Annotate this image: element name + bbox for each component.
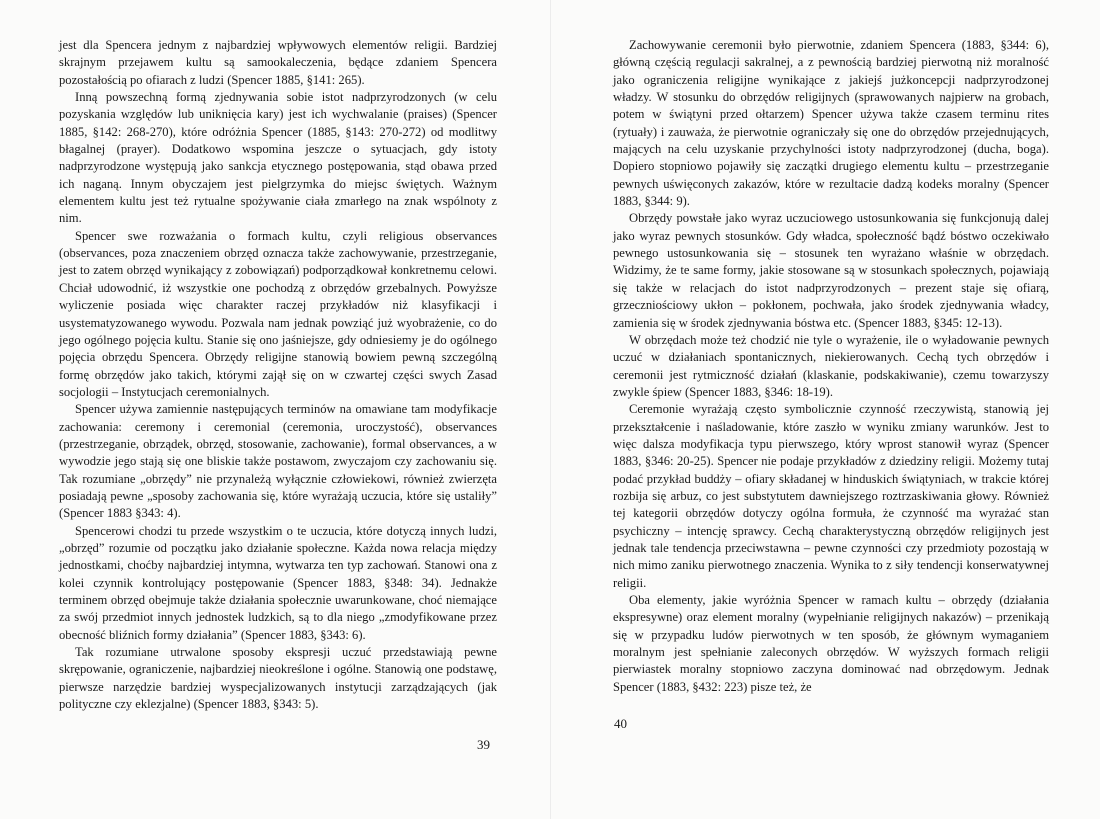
paragraph: Ceremonie wyrażają często symbolicznie czynność rzeczywistą, stanowią jej przekształcenie i naśladowanie, które zaszło w wyniku zmiany warunków. Jest to więc dalsza modyfikacja typu pierwszego, który wprost stanowił wyraz (Spencer 1883, §346: 20-25). Spencer nie podaje przykładów z dziedziny religii. Możemy tutaj podać przykład buddży – ofiary składanej w hinduskich świątyniach, w trakcie której rozbija się arbuz, co jest substytutem dawniejszego roztrzaskiwania głowy. Również tej kategorii obrzędów dotyczy ogólna formuła, że czynność ma wyrażać stan psychiczny – intencję sprawcy. Cechą charakterystyczną obrzędów religijnych jest jednak tale tendencja przeciwstawna – pewne czynności czy przedmioty pozostają w nich mimo zaniku pierwotnego znaczenia. Wynika to z siły tendencji konserwatywnej religii. xyxy=(613,402,1049,590)
paragraph: jest dla Spencera jednym z najbardziej wpływowych elementów religii. Bardziej skrajnym przejawem kultu są samookaleczenia, będące zdaniem Spencera pozostałością po ofiarach z ludzi (Spencer 1885, §141: 265). xyxy=(59,38,497,87)
right-page-text xyxy=(613,37,1049,696)
paragraph: W obrzędach może też chodzić nie tyle o wyrażenie, ile o wyładowanie pewnych uczuć w działaniach spontanicznych, niekierowanych. Cechą tych obrzędów i ceremonii jest rytmiczność działań (klaskanie, podskakiwanie), czemu towarzyszy zwykle śpiew (Spencer 1883, §346: 18-19). xyxy=(613,332,1049,399)
right-page xyxy=(550,0,1100,819)
page-number: 40 xyxy=(614,716,627,731)
paragraph: Spencer swe rozważania o formach kultu, czyli religious observances (observances, poza znaczeniem obrzęd oznacza także zachowywanie, przestrzeganie, jest to zatem obrzęd wynikający z zobowiązań) podporządkował konkretnemu celowi. Chciał udowodnić, iż wszystkie one pochodzą z obrzędów grzebalnych. Powyższe wyliczenie posiada więc charakter raczej przykładów niż klasyfikacji i usystematyzowanego wywodu. Pozwala nam jednak powziąć już wyobrażenie, co do jego ogólnego pojęcia kultu. Stanie się ono jaśniejsze, gdy odniesiemy je do ogólnego pojęcia obrzędu Spencera. Obrzędy religijne stanowią bowiem pewną szczególną formę obrzędów jako takich, którymi zajął się on w czwartej części swych Zasad socjologii – Instytucjach ceremonialnych. xyxy=(59,228,497,399)
paragraph: Obrzędy powstałe jako wyraz uczuciowego ustosunkowania się funkcjonują dalej jako wyraz pewnych stosunków. Gdy władca, społeczność bądź bóstwo oczekiwało pewnego ustosunkowania się – stosunek ten wyrażano właśnie w obrzędach. Widzimy, że te same formy, jakie stosowane są w stosunkach społecznych, pojawiają się także w relacjach do istot nadprzyrodzonych – prezent staje się ofiarą, grzeczniościowy ukłon – pokłonem, pochwała, jako środek zjednywania władcy, zamienia się w środek zjednywania bóstwa etc. (Spencer 1883, §345: 12-13). xyxy=(613,211,1049,330)
paragraph: Inną powszechną formą zjednywania sobie istot nadprzyrodzonych (w celu pozyskania względów lub uniknięcia kary) jest ich wychwalanie (praises) (Spencer 1885, §142: 268-270), które odróżnia Spencer (1885, §143: 270-272) od modlitwy błagalnej (prayer). Dodatkowo wspomina jeszcze o sytuacjach, gdy istoty nadprzyrodzone występują jako sankcja etycznego postępowania, stąd obawa przed ich naganą. Innym obyczajem jest pielgrzymka do miejsc świętych. Ważnym elementem kultu jest też rytualne spożywanie ciała zmarłego na znak wspólnoty z nim. xyxy=(59,90,497,226)
paragraph: Zachowywanie ceremonii było pierwotnie, zdaniem Spencera (1883, §344: 6), główną częścią regulacji sakralnej, a z pewnością bardziej pierwotną niż moralność jako ograniczenia religijne wynikające z jakiejś jużkoncepcji nadprzyrodzonej władzy. W stosunku do obrzędów religijnych (sprawowanych najpierw na grobach, potem w świątyni przed ołtarzem) Spencer używa także czasem terminu rites (rytuały) i zauważa, że pierwotnie ograniczały się one do obrzędów przejednujących, mających na celu uzyskanie przychylności istoty nadprzyrodzonej (ducha, boga). Dopiero stopniowo pojawiły się zaczątki drugiego elementu kultu – przestrzeganie pewnych uświęconych zakazów, które w rezultacie dadzą kodeks moralny (Spencer 1883, §344: 9). xyxy=(613,38,1049,209)
paragraph: Spencerowi chodzi tu przede wszystkim o te uczucia, które dotyczą innych ludzi, „obrzęd” rozumie od początku jako działanie społeczne. Każda nowa relacja między jednostkami, choćby najbardziej intymna, wytwarza ten typ zachowań. Stanowi ona z kolei czynnik kontrolujący postępowanie (Spencer 1883, §348: 34). Jednakże terminem obrzęd obejmuje także działania społecznie uwarunkowane, choć niemające za swój przedmiot innych jednostek ludzkich, są to dla niego „zmodyfikowane przez obecność bliźnich formy działania” (Spencer 1883, §343: 6). xyxy=(59,523,497,642)
page-number: 39 xyxy=(477,737,490,752)
paragraph: Oba elementy, jakie wyróżnia Spencer w ramach kultu – obrzędy (działania ekspresywne) oraz element moralny (wypełnianie religijnych nakazów) – przenikają się w przypadku ludów pierwotnych w ten sposób, że głównym wymaganiem moralnym jest spełnianie zaleconych obrzędów. W wyższych formach religii pierwiastek moralny stopniowo zaczyna dominować nad obrzędowym. Jednak Spencer (1883, §432: 223) pisze też, że xyxy=(613,593,1049,694)
left-page-text xyxy=(59,37,497,713)
paragraph: Tak rozumiane utrwalone sposoby ekspresji uczuć przedstawiają pewne skrępowanie, ograniczenie, najbardziej nieokreślone i ogólne. Stanowią one podstawę, pierwsze narzędzie bardziej wyspecjalizowanych instytucji zarządzających (jak polityczne czy eklezjalne) (Spencer 1883, §343: 5). xyxy=(59,645,497,712)
paragraph: Spencer używa zamiennie następujących terminów na omawiane tam modyfikacje zachowania: ceremony i ceremonial (ceremonia, uroczystość), observances (przestrzeganie, obrządek, obrzęd, stosowanie, zachowanie), formal observances, a w wywodzie jego stają się one bliskie także postawom, zwyczajom czy zachowaniu się. Tak rozumiane „obrzędy” nie przynależą wyłącznie człowiekowi, również zwierzęta posiadają pewne „sposoby zachowania się, które wyrażają uczucia, które się ustaliły” (Spencer 1883 §343: 4). xyxy=(59,402,497,521)
